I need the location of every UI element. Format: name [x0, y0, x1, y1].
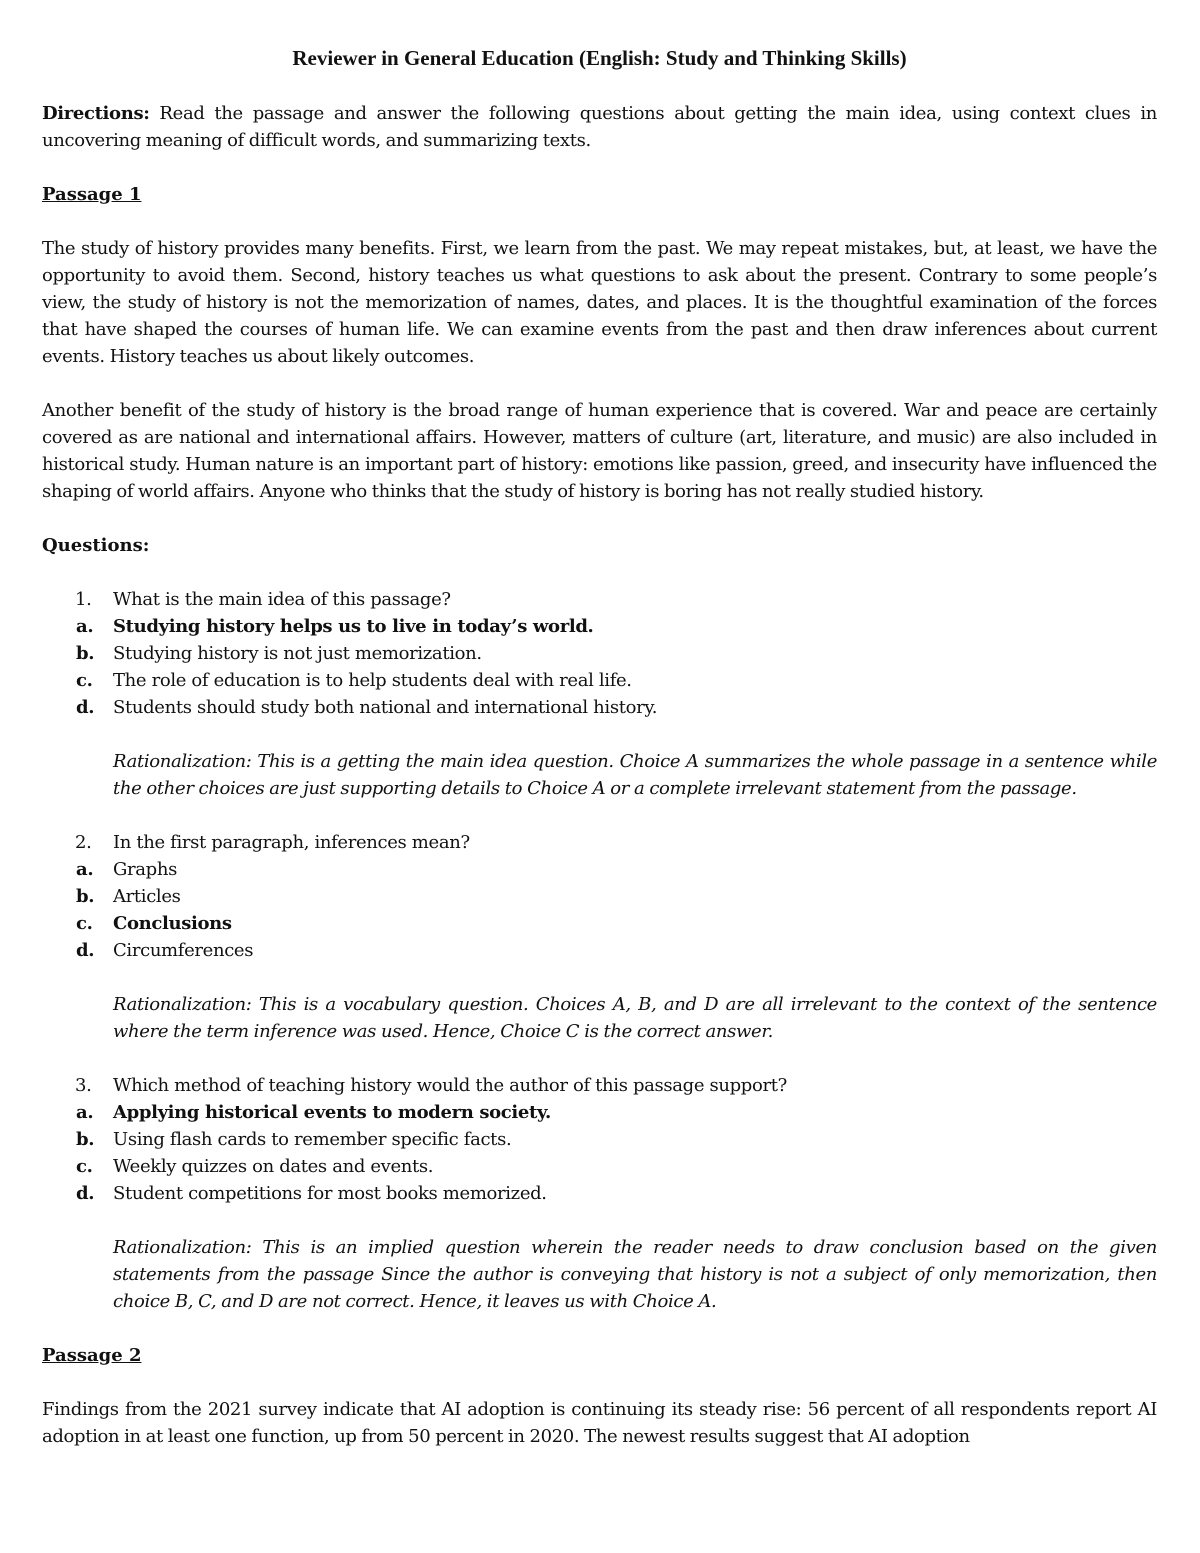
question-number: 3. [75, 1075, 92, 1096]
question-2 [42, 829, 1157, 856]
page-title: Reviewer in General Education (English: Study and Thinking Skills) [292, 46, 907, 70]
question-1-choices [42, 613, 1157, 721]
question-3-rationale: Rationalization: This is an implied question wherein the reader needs to draw conclusion based on the given statements from the passage Since the author is conveying that history is not a subject of only memorization, then choice B, C, and D are not correct. Hence, it leaves us with Choice A. [113, 1237, 1157, 1312]
choice-text: Applying historical events to modern society. [113, 1102, 551, 1123]
choice-item [42, 1126, 1157, 1153]
choice-text: The role of education is to help students deal with real life. [113, 670, 632, 691]
choice-text: Studying history is not just memorization. [113, 643, 482, 664]
choice-item [42, 1099, 1157, 1126]
choice-letter: b. [76, 886, 95, 907]
question-1-rationale: Rationalization: This is a getting the main idea question. Choice A summarizes the whole passage in a sentence while the other choices are just supporting details to Choice A or a complete irrelevant statement from the passage. [113, 751, 1157, 799]
choice-item [42, 613, 1157, 640]
document-page [42, 42, 1157, 1477]
choice-text: Conclusions [113, 913, 232, 934]
question-text: Which method of teaching history would the author of this passage support? [113, 1075, 787, 1096]
choice-item [42, 910, 1157, 937]
passage-2-heading: Passage 2 [42, 1345, 142, 1366]
question-number: 2. [75, 832, 92, 853]
choice-letter: a. [76, 859, 94, 880]
question-3 [42, 1072, 1157, 1099]
directions-text: Read the passage and answer the following questions about getting the main idea, using context clues in uncovering meaning of difficult words, and summarizing texts. [42, 103, 1157, 151]
question-1 [42, 586, 1157, 613]
choice-text: Weekly quizzes on dates and events. [113, 1156, 434, 1177]
directions-label: Directions: [42, 103, 150, 124]
choice-letter: a. [76, 1102, 94, 1123]
choice-item [42, 856, 1157, 883]
directions [42, 100, 1157, 154]
choice-letter: d. [76, 1183, 95, 1204]
questions-label: Questions: [42, 535, 150, 556]
choice-item [42, 1153, 1157, 1180]
choice-item [42, 1180, 1157, 1207]
choice-letter: b. [76, 1129, 95, 1150]
choice-text: Student competitions for most books memorized. [113, 1183, 547, 1204]
choice-letter: d. [76, 940, 95, 961]
choice-letter: c. [76, 1156, 93, 1177]
question-3-choices [42, 1099, 1157, 1207]
choice-item [42, 667, 1157, 694]
choice-letter: b. [76, 643, 95, 664]
choice-letter: a. [76, 616, 94, 637]
question-text: In the first paragraph, inferences mean? [113, 832, 470, 853]
choice-item [42, 694, 1157, 721]
choice-text: Circumferences [113, 940, 254, 961]
choice-item [42, 937, 1157, 964]
choice-letter: c. [76, 670, 93, 691]
passage-1-paragraph: Another benefit of the study of history is the broad range of human experience that is covered. War and peace are certainly covered as are national and international affairs. However, matters of culture (art, literature, and music) are also included in historical study. Human nature is an important part of history: emotions like passion, greed, and insecurity have influenced the shaping of world affairs. Anyone who thinks that the study of history is boring has not really studied history. [42, 400, 1157, 502]
question-number: 1. [75, 589, 92, 610]
choice-letter: d. [76, 697, 95, 718]
choice-text: Graphs [113, 859, 177, 880]
choice-text: Articles [113, 886, 181, 907]
choice-text: Studying history helps us to live in today’s world. [113, 616, 594, 637]
passage-2-paragraph: Findings from the 2021 survey indicate that AI adoption is continuing its steady rise: 56 percent of all respondents report AI adoption in at least one function, up from 50 percent in 2020. The newest results suggest that AI adoption [42, 1399, 1157, 1447]
choice-text: Students should study both national and international history. [113, 697, 658, 718]
choice-item [42, 883, 1157, 910]
passage-1-heading: Passage 1 [42, 184, 142, 205]
question-2-choices [42, 856, 1157, 964]
question-2-rationale: Rationalization: This is a vocabulary question. Choices A, B, and D are all irrelevant to the context of the sentence where the term inference was used. Hence, Choice C is the correct answer. [113, 994, 1157, 1042]
passage-1-paragraph: The study of history provides many benefits. First, we learn from the past. We may repeat mistakes, but, at least, we have the opportunity to avoid them. Second, history teaches us what questions to ask about the present. Contrary to some people’s view, the study of history is not the memorization of names, dates, and places. It is the thoughtful examination of the forces that have shaped the courses of human life. We can examine events from the past and then draw inferences about current events. History teaches us about likely outcomes. [42, 238, 1157, 367]
choice-letter: c. [76, 913, 93, 934]
choice-item [42, 640, 1157, 667]
choice-text: Using flash cards to remember specific facts. [113, 1129, 512, 1150]
question-text: What is the main idea of this passage? [113, 589, 451, 610]
